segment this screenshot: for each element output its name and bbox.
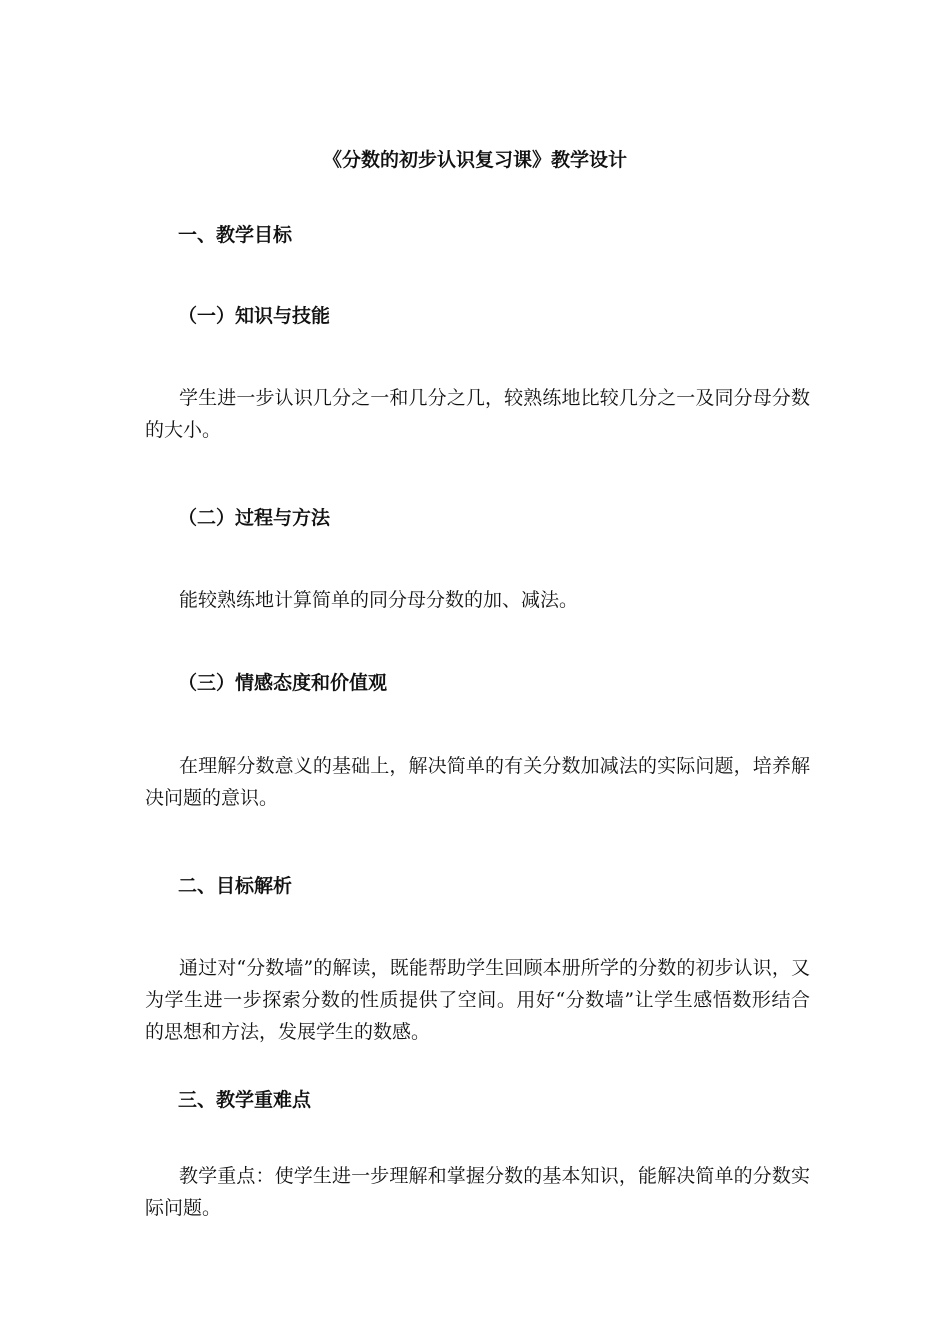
subheading-process-methods: （二）过程与方法 [178,507,331,529]
paragraph-key-points: 教学重点：使学生进一步理解和掌握分数的基本知识，能解决简单的分数实际问题。 [145,1165,810,1219]
paragraph-goal-analysis: 通过对“分数墙”的解读，既能帮助学生回顾本册所学的分数的初步认识，又为学生进一步探索分数的性质提供了空间。用好“分数墙”让学生感悟数形结合的思想和方法，发展学生的数感。 [145,957,810,1043]
section-heading-key-points: 三、教学重难点 [178,1089,312,1111]
document-title: 《分数的初步认识复习课》教学设计 [322,149,627,171]
subheading-emotion-values: （三）情感态度和价值观 [178,672,388,694]
paragraph-process-methods: 能较熟练地计算简单的同分母分数的加、减法。 [179,589,579,611]
subheading-knowledge-skills: （一）知识与技能 [178,305,331,327]
section-heading-goal-analysis: 二、目标解析 [178,875,293,897]
paragraph-emotion-values: 在理解分数意义的基础上，解决简单的有关分数加减法的实际问题，培养解决问题的意识。 [145,755,810,809]
section-heading-teaching-goals: 一、教学目标 [178,224,293,246]
paragraph-knowledge-skills: 学生进一步认识几分之一和几分之几，较熟练地比较几分之一及同分母分数的大小。 [145,387,810,441]
